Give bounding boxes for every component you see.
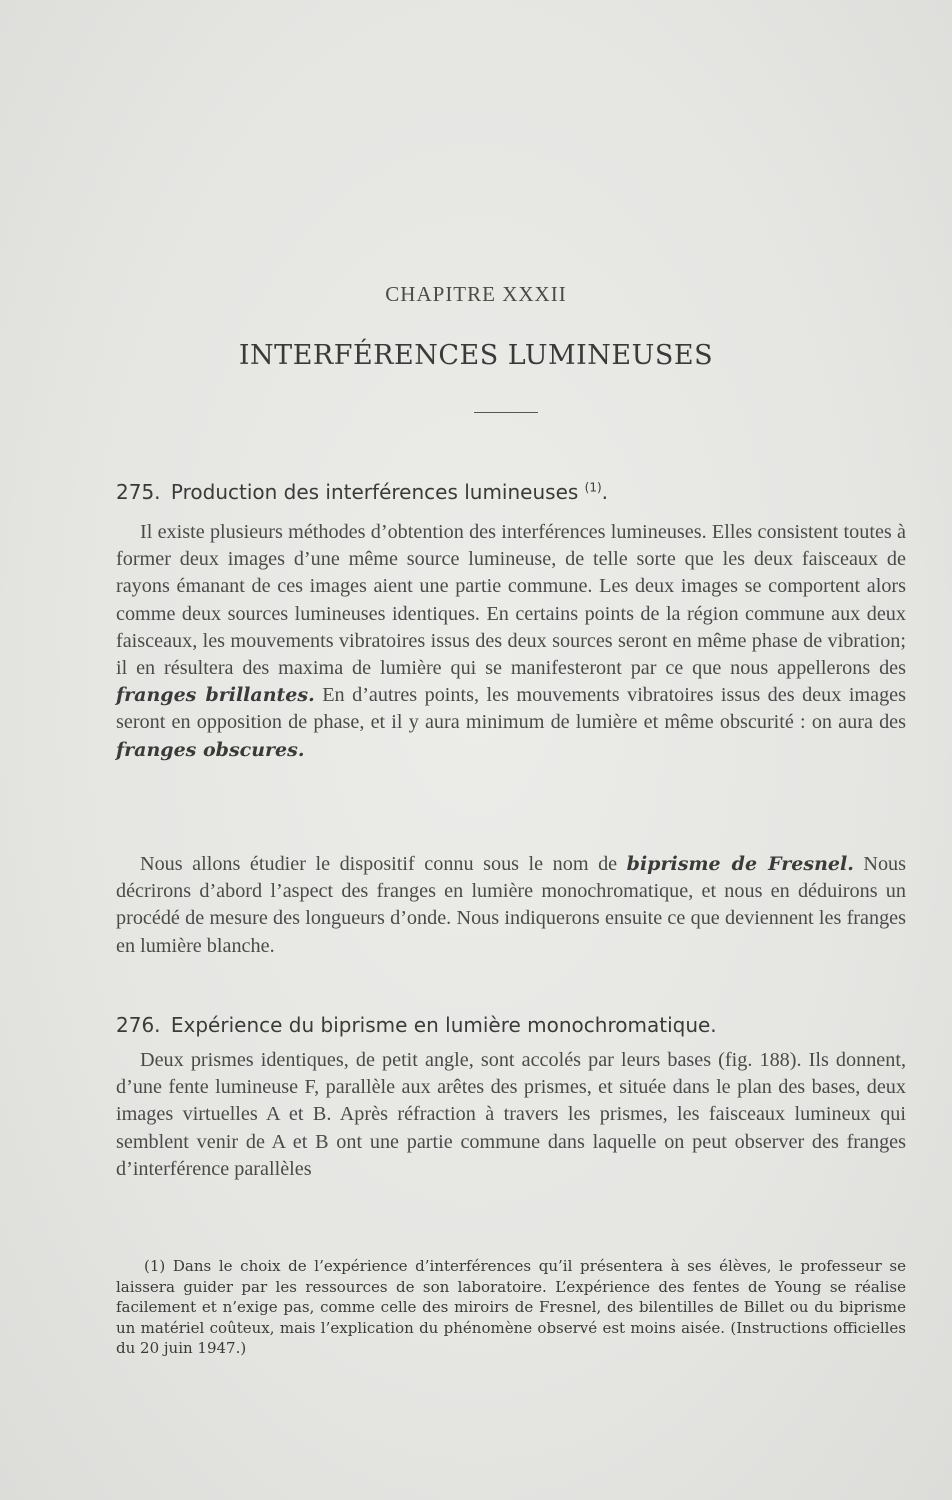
term-biprisme-de-fresnel: biprisme de Fresnel. (626, 853, 854, 875)
section-276-number: 276. (116, 1013, 161, 1037)
section-275-paragraph-1 (116, 519, 906, 764)
para2-text-2: Nous décrirons d’abord l’aspect des franges en lumière monochromatique, et nous en déduirons un procédé de mesure des longueurs d’onde. Nous indiquerons ensuite ce que deviennent les franges en lumière blanche. (116, 853, 906, 957)
footnote-reference[interactable]: (1) (584, 480, 602, 495)
section-275-number: 275. (116, 480, 161, 504)
section-276-paragraph-1: Deux prismes identiques, de petit angle, sont accolés par leurs bases (fig. 188). Ils donnent, d’une fente lumineuse F, parallèle aux arêtes des prismes, et située dans le plan des bases, deux images virtuelles A et B. Après réfraction à travers les prismes, les faisceaux lumineux qui semblent venir de A et B ont une partie commune dans laquelle on peut observer des franges d’interférence parallèles (116, 1049, 906, 1180)
term-franges-brillantes: franges brillantes. (116, 684, 315, 707)
para1-text-1: Il existe plusieurs méthodes d’obtention des interférences lumineuses. Elles consistent toutes à former deux images d’une même source lumineuse, de telle sorte que les deux faisceaux de rayons émanant de ces images aient une partie commune. Les deux images se comportent alors comme deux sources lumineuses identiques. En certains points de la région commune aux deux faisceaux, les mouvements vibratoires issus des deux sources seront en même phase de vibration; il en résultera des maxima de lumière qui se manifesteront par ce que nous appellerons des (116, 521, 906, 680)
para2-text-1: Nous allons étudier le dispositif connu sous le nom de (140, 853, 627, 875)
section-275-paragraph-2 (116, 851, 906, 960)
para1-text-2: En d’autres points, les mouvements vibratoires issus des deux images seront en opposition de phase, et il y aura minimum de lumière et même obscurité : on aura des (116, 684, 907, 734)
chapter-title: INTERFÉRENCES LUMINEUSES (238, 340, 714, 371)
chapter-label: CHAPITRE XXXII (385, 282, 567, 306)
section-275-heading (116, 480, 906, 504)
section-275-title: Production des interférences lumineuses (170, 480, 579, 504)
footnote: (1) Dans le choix de l’expérience d’interférences qu’il présentera à ses élèves, le professeur se laissera guider par les ressources de son laboratoire. L’expérience des fentes de Young se réalise facilement et n’exige pas, comme celle des miroirs de Fresnel, des bilentilles de Billet ou du biprisme un matériel coûteux, mais l’explication du phénomène observé est moins aisée. (Instructions officielles du 20 juin 1947.) (116, 1257, 906, 1358)
section-276-heading (116, 1013, 906, 1037)
section-275-title-end: . (601, 480, 609, 504)
section-276-title: Expérience du biprisme en lumière monochromatique. (170, 1013, 717, 1037)
term-franges-obscures: franges obscures. (116, 738, 305, 761)
title-divider (474, 412, 538, 413)
